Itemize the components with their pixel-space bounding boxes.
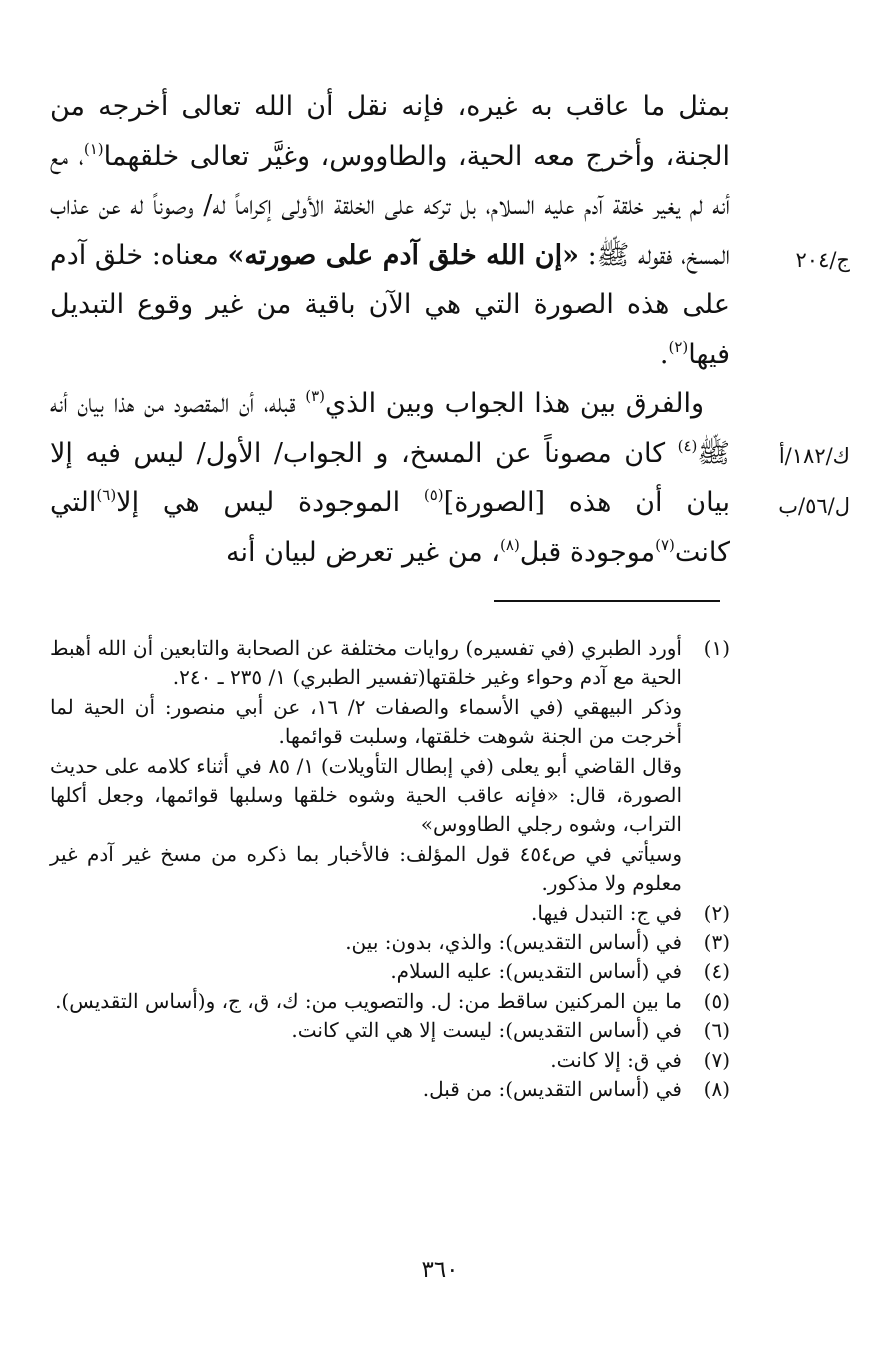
footnote-text — [50, 987, 682, 1016]
text-run: موجودة قبل — [519, 536, 656, 568]
footnote-text — [50, 1016, 682, 1045]
text-run: قبله، أن المقصود من هذا بيان أنه ﷺ — [50, 388, 730, 469]
footnote-number: (١) — [703, 636, 730, 660]
footnote-line: في (أساس التقديس): من قبل. — [422, 1077, 682, 1102]
footnotes — [50, 634, 730, 1105]
footnote-line: في (أساس التقديس): ليست إلا هي التي كانت. — [291, 1018, 682, 1043]
text-run: معناه: خلق آدم على هذه الصورة التي هي الآن باقية من غير وقوع التبديل فيها — [50, 239, 730, 370]
footnote-text — [50, 1075, 682, 1104]
footnote-ref-5: (٥) — [423, 486, 444, 504]
footnote-separator — [494, 600, 720, 602]
footnote-number: (٥) — [703, 988, 730, 1013]
margin-note-manuscript-l: ل/٥٦/ب — [778, 494, 850, 518]
text-run: ، من غير تعرض لبيان أنه — [226, 536, 501, 568]
footnote-4 — [50, 957, 730, 986]
footnote-number: (٢) — [703, 900, 730, 925]
footnote-line: ما بين المركنين ساقط من: ل. والتصويب من: ك، ق، ج، و(أساس التقديس). — [55, 988, 682, 1013]
footnote-number: (٤) — [703, 959, 730, 984]
paragraph-1 — [50, 82, 730, 379]
text-run: كان مصوناً عن المسخ، و الجواب/ الأول/ ليس فيه إلا بيان أن هذه [الصورة] — [50, 437, 730, 518]
text-run: ، مع أنه لم يغير خلقة آدم عليه السلام، بل تركه على الخلقة الأولى إكراماً له/ وصوناً له عن عذاب المسخ، فقوله ﷺ: — [50, 140, 730, 271]
footnote-3 — [50, 928, 730, 957]
footnote-text — [50, 957, 682, 986]
text-run: بمثل ما عاقب به غيره، فإنه نقل أن الله تعالى أخرجه من الجنة، وأخرج معه الحية، والطاووس، وغيَّر تعالى خلقهما — [50, 91, 731, 172]
page-number: ٣٦٠ — [421, 1257, 459, 1283]
footnote-ref-8: (٨) — [500, 535, 520, 554]
footnote-line: أورد الطبري (في تفسيره) روايات مختلفة عن الصحابة والتابعين أن الله أهبط الحية مع آدم وحواء وغير خلقتها(تفسير الطبري) ١/ ٢٣٥ ـ ٢٤٠. — [50, 636, 682, 690]
footnote-2 — [50, 899, 730, 928]
footnote-7 — [50, 1046, 730, 1075]
footnote-number: (٦) — [703, 1018, 730, 1043]
footnote-line: في (أساس التقديس): عليه السلام. — [390, 959, 682, 984]
footnote-line: في (أساس التقديس): والذي، بدون: بين. — [345, 930, 682, 955]
main-text — [50, 82, 730, 577]
hadith-quote: «إن الله خلق آدم على صورته» — [227, 239, 579, 271]
footnote-ref-6: (٦) — [96, 486, 117, 504]
margin-note-manuscript-k: ك/١٨٢/أ — [778, 444, 850, 468]
footnote-text — [50, 899, 682, 928]
footnote-ref-1: (١) — [83, 139, 104, 158]
text-run: . — [659, 338, 669, 370]
footnote-number: (٨) — [703, 1077, 730, 1102]
footnote-ref-7: (٧) — [655, 535, 675, 554]
footnote-line: وذكر البيهقي (في الأسماء والصفات ٢/ ١٦، عن أبي منصور: أن الحية لما أخرجت من الجنة شوهت خلقتها، وسلبت قوائمها. — [50, 694, 683, 749]
footnote-line: وقال القاضي أبو يعلى (في إبطال التأويلات) ١/ ٨٥ في أثناء كلامه على حديث الصورة، قال: «فإنه عاقب الحية وشوه خلقها وسلبها قوائمها، وجعل أكلها التراب، وشوه رجلي الطاووس» — [50, 753, 682, 837]
margin-note-manuscript-j: ج/٢٠٤ — [795, 248, 850, 272]
footnote-5 — [50, 987, 730, 1016]
footnote-text — [50, 928, 682, 957]
text-run: الموجودة ليس هي إلا — [116, 487, 424, 518]
footnote-line: في ج: التبدل فيها. — [531, 900, 682, 925]
footnote-1 — [50, 634, 730, 899]
footnote-text — [50, 634, 682, 899]
footnote-number: (٣) — [703, 930, 730, 955]
footnote-6 — [50, 1016, 730, 1045]
footnote-8 — [50, 1075, 730, 1104]
paragraph-2 — [50, 379, 730, 577]
footnote-ref-4: (٤) — [677, 436, 698, 455]
footnote-text — [50, 1046, 682, 1075]
footnote-number: (٧) — [703, 1047, 730, 1072]
footnote-ref-3: (٣) — [305, 387, 326, 405]
text-run: التي كانت — [50, 487, 730, 568]
text-run: والفرق بين هذا الجواب وبين الذي — [325, 388, 704, 419]
footnote-line: في ق: إلا كانت. — [550, 1047, 682, 1072]
footnote-ref-2: (٢) — [668, 337, 689, 356]
footnote-line: وسيأتي في ص٤٥٤ قول المؤلف: فالأخبار بما ذكره من مسخ غير آدم غير معلوم ولا مذكور. — [50, 841, 682, 896]
